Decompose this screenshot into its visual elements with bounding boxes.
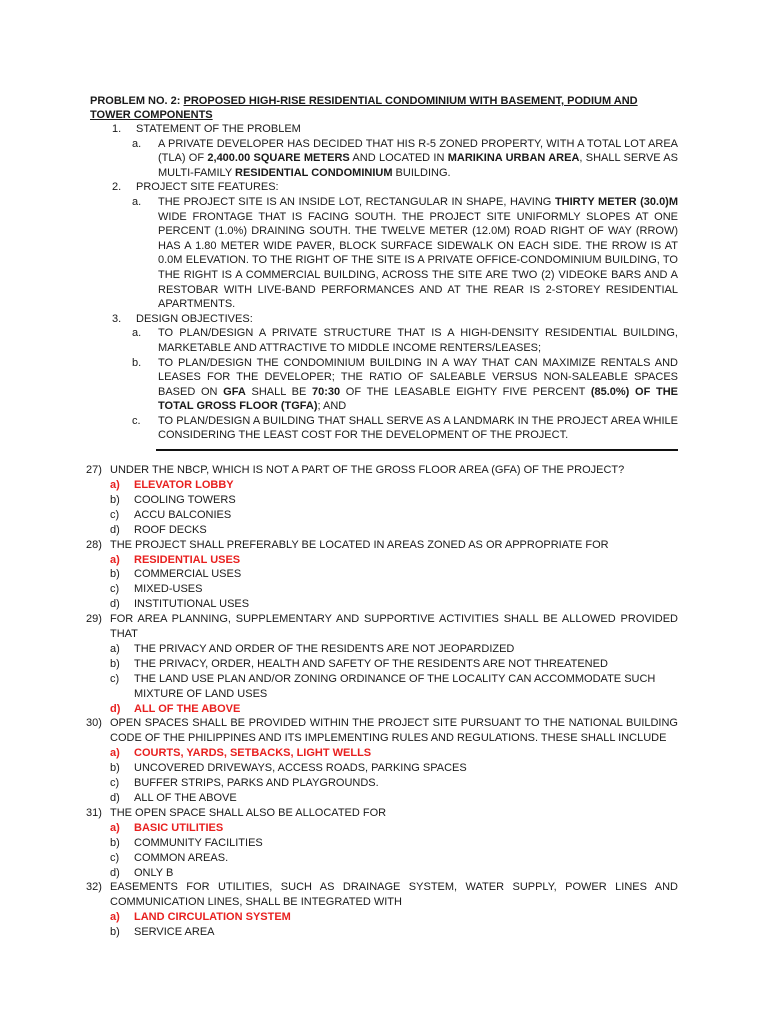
answer-option bbox=[110, 523, 678, 538]
question-text: THE OPEN SPACE SHALL ALSO BE ALLOCATED FOR bbox=[110, 806, 387, 819]
option-text: COURTS, YARDS, SETBACKS, LIGHT WELLS bbox=[134, 747, 372, 760]
question bbox=[86, 716, 678, 746]
section-divider bbox=[156, 449, 678, 451]
body-text: TO PLAN/DESIGN THE CONDOMINIUM BUILDING IN A WAY THAT CAN MAXIMIZE RENTALS AND LEASES FOR THE DEVELOPER; THE RATIO OF SALEABLE VERSUS NON-SALEABLE SPACES BASED ON bbox=[158, 356, 678, 398]
section-label: STATEMENT OF THE PROBLEM bbox=[136, 123, 301, 135]
option-text: THE PRIVACY, ORDER, HEALTH AND SAFETY OF THE RESIDENTS ARE NOT THREATENED bbox=[134, 657, 608, 670]
option-letter: a) bbox=[110, 478, 120, 491]
question bbox=[86, 880, 678, 910]
option-letter: a) bbox=[110, 642, 120, 655]
option-letter: b) bbox=[110, 568, 120, 581]
answer-option bbox=[110, 866, 678, 881]
option-letter: b) bbox=[110, 762, 120, 775]
option-text: ALL OF THE ABOVE bbox=[134, 792, 237, 804]
option-text: COOLING TOWERS bbox=[134, 493, 236, 506]
option-text: BUFFER STRIPS, PARKS AND PLAYGROUNDS. bbox=[134, 777, 379, 790]
problem-heading: PROPOSED HIGH-RISE RESIDENTIAL CONDOMINIUM WITH BASEMENT, PODIUM AND TOWER COMPONENTS bbox=[90, 95, 638, 121]
question-number: 30) bbox=[86, 717, 102, 730]
question bbox=[86, 612, 678, 642]
option-text: ACCU BALCONIES bbox=[134, 508, 232, 521]
question-number: 27) bbox=[86, 464, 102, 477]
option-text: ALL OF THE ABOVE bbox=[134, 702, 241, 715]
section-item bbox=[112, 312, 678, 327]
option-letter: d) bbox=[110, 523, 120, 536]
problem-number: PROBLEM NO. 2: bbox=[90, 95, 181, 107]
bold-text: MARIKINA URBAN AREA bbox=[447, 152, 580, 165]
body-text: TO PLAN/DESIGN A PRIVATE STRUCTURE THAT IS A HIGH-DENSITY RESIDENTIAL BUILDING, MARKETABLE AND ATTRACTIVE TO MIDDLE INCOME RENTERS/LEASES; bbox=[158, 327, 678, 354]
question bbox=[86, 538, 678, 553]
subitem-letter: a. bbox=[132, 195, 142, 208]
bold-text: (85.0%) OF THE TOTAL GROSS FLOOR (TGFA) bbox=[158, 385, 678, 413]
question bbox=[86, 463, 678, 478]
answer-option bbox=[110, 851, 678, 866]
section-number: 2. bbox=[112, 181, 122, 194]
option-letter: d) bbox=[110, 598, 120, 611]
section-item bbox=[112, 180, 678, 195]
document-page bbox=[86, 94, 679, 940]
body-text: A PRIVATE DEVELOPER HAS DECIDED THAT HIS R-5 ZONED PROPERTY, WITH A TOTAL LOT AREA (TLA) OF bbox=[158, 137, 678, 165]
question-text: UNDER THE NBCP, WHICH IS NOT A PART OF THE GROSS FLOOR AREA (GFA) OF THE PROJECT? bbox=[110, 464, 625, 477]
bold-text: 70:30 bbox=[311, 385, 341, 398]
section-item bbox=[112, 122, 678, 137]
answer-option-correct bbox=[110, 821, 678, 836]
answer-option bbox=[110, 582, 678, 597]
answer-option bbox=[110, 791, 678, 806]
section-subitem bbox=[132, 414, 678, 443]
option-letter: b) bbox=[110, 836, 120, 849]
question-number: 31) bbox=[86, 806, 102, 819]
option-text: SERVICE AREA bbox=[134, 926, 215, 939]
option-letter: c) bbox=[110, 777, 120, 790]
question-text: FOR AREA PLANNING, SUPPLEMENTARY AND SUPPORTIVE ACTIVITIES SHALL BE ALLOWED PROVIDED THAT bbox=[110, 613, 678, 641]
section-number: 3. bbox=[112, 312, 122, 325]
option-letter: d) bbox=[110, 866, 120, 879]
question bbox=[86, 806, 678, 821]
body-text: OF THE LEASABLE EIGHTY FIVE PERCENT bbox=[340, 385, 591, 398]
option-text: THE LAND USE PLAN AND/OR ZONING ORDINANCE OF THE LOCALITY CAN ACCOMMODATE SUCH MIXTURE OF LAND USES bbox=[134, 672, 656, 700]
body-text: THE PROJECT SITE IS AN INSIDE LOT, RECTANGULAR IN SHAPE, HAVING bbox=[158, 195, 555, 208]
bold-text: GFA bbox=[223, 385, 246, 398]
option-letter: c) bbox=[110, 851, 120, 864]
answer-option bbox=[110, 657, 678, 672]
option-letter: c) bbox=[110, 508, 120, 521]
option-text: INSTITUTIONAL USES bbox=[134, 598, 250, 611]
option-letter: c) bbox=[110, 672, 120, 685]
option-text: ROOF DECKS bbox=[134, 523, 207, 536]
option-text: COMMUNITY FACILITIES bbox=[134, 836, 263, 849]
option-letter: b) bbox=[110, 493, 120, 506]
option-letter: d) bbox=[110, 792, 120, 804]
answer-option bbox=[110, 776, 678, 791]
question-list bbox=[86, 463, 678, 940]
section-label: PROJECT SITE FEATURES: bbox=[136, 181, 279, 194]
answer-option bbox=[110, 761, 678, 776]
option-letter: b) bbox=[110, 926, 120, 939]
answer-option bbox=[110, 925, 678, 940]
answer-option bbox=[110, 597, 678, 612]
option-text: LAND CIRCULATION SYSTEM bbox=[134, 911, 291, 924]
option-letter: a) bbox=[110, 553, 120, 566]
answer-option-correct bbox=[110, 910, 678, 925]
subitem-letter: a. bbox=[132, 137, 142, 150]
option-letter: a) bbox=[110, 821, 120, 834]
section-label: DESIGN OBJECTIVES: bbox=[136, 312, 253, 325]
option-text: RESIDENTIAL USES bbox=[134, 553, 241, 566]
question-text: OPEN SPACES SHALL BE PROVIDED WITHIN THE PROJECT SITE PURSUANT TO THE NATIONAL BUILDING CODE OF THE PHILIPPINES AND ITS IMPLEMENTING RULES AND REGULATIONS. THESE SHALL INCLUDE bbox=[110, 717, 678, 745]
answer-option bbox=[110, 493, 678, 508]
option-text: THE PRIVACY AND ORDER OF THE RESIDENTS ARE NOT JEOPARDIZED bbox=[134, 642, 515, 655]
subitem-letter: b. bbox=[132, 356, 142, 369]
answer-option bbox=[110, 836, 678, 851]
body-text: ; AND bbox=[317, 400, 347, 413]
answer-option-correct bbox=[110, 746, 678, 761]
problem-title bbox=[90, 94, 678, 122]
section-subitem bbox=[132, 137, 678, 181]
option-text: COMMON AREAS. bbox=[134, 851, 229, 864]
body-text: AND LOCATED IN bbox=[349, 152, 448, 165]
question-number: 32) bbox=[86, 881, 102, 894]
answer-option bbox=[110, 508, 678, 523]
subitem-letter: c. bbox=[132, 414, 141, 427]
question-text: THE PROJECT SHALL PREFERABLY BE LOCATED IN AREAS ZONED AS OR APPROPRIATE FOR bbox=[110, 538, 609, 551]
bold-text: THIRTY METER (30.0)M bbox=[554, 195, 679, 208]
bold-text: 2,400.00 SQUARE METERS bbox=[207, 152, 350, 165]
option-text: ONLY B bbox=[134, 866, 174, 879]
option-letter: a) bbox=[110, 911, 120, 924]
bold-text: RESIDENTIAL CONDOMINIUM bbox=[235, 166, 393, 179]
option-letter: d) bbox=[110, 702, 121, 715]
option-letter: c) bbox=[110, 583, 120, 596]
section-subitem bbox=[132, 195, 678, 312]
question-text: EASEMENTS FOR UTILITIES, SUCH AS DRAINAGE SYSTEM, WATER SUPPLY, POWER LINES AND COMMUNICATION LINES, SHALL BE INTEGRATED WITH bbox=[110, 881, 678, 909]
section-subitem bbox=[132, 356, 678, 414]
body-text: WIDE FRONTAGE THAT IS FACING SOUTH. THE PROJECT SITE UNIFORMLY SLOPES AT ONE PERCENT (1.0%) DRAINING SOUTH. THE TWELVE METER (12.0M) ROAD RIGHT OF WAY (RROW) HAS A 1.80 METER WIDE PAVER, BLOCK SURFACE SIDEWALK ON EACH SIDE. THE RROW IS AT 0.0M ELEVATION. TO THE RIGHT OF THE SITE IS A PRIVATE OFFICE-CONDOMINIUM BUILDING, TO THE RIGHT IS A COMMERCIAL BUILDING, ACROSS THE SITE ARE TWO (2) VIDEOKE BARS AND A RESTOBAR WITH LIVE-BAND PERFORMANCES AND AT THE REAR IS 2-STOREY RESIDENTIAL APARTMENTS. bbox=[158, 210, 678, 311]
option-letter: b) bbox=[110, 657, 120, 670]
answer-option-correct bbox=[110, 553, 678, 568]
option-text: COMMERCIAL USES bbox=[134, 568, 242, 581]
option-letter: a) bbox=[110, 747, 120, 760]
option-text: MIXED-USES bbox=[134, 583, 203, 596]
option-text: UNCOVERED DRIVEWAYS, ACCESS ROADS, PARKING SPACES bbox=[134, 762, 467, 775]
question-number: 29) bbox=[86, 613, 102, 626]
problem-sections bbox=[90, 122, 678, 443]
option-text: BASIC UTILITIES bbox=[134, 821, 224, 834]
option-text: ELEVATOR LOBBY bbox=[134, 478, 234, 491]
answer-option-correct bbox=[110, 702, 678, 717]
answer-option bbox=[110, 672, 678, 702]
section-subitem bbox=[132, 326, 678, 355]
body-text: BUILDING. bbox=[392, 166, 451, 179]
section-number: 1. bbox=[112, 123, 122, 135]
body-text: , SHALL SERVE AS MULTI-FAMILY bbox=[158, 152, 678, 179]
answer-option bbox=[110, 567, 678, 582]
answer-option-correct bbox=[110, 478, 678, 493]
answer-option bbox=[110, 642, 678, 657]
subitem-letter: a. bbox=[132, 327, 142, 340]
body-text: SHALL BE bbox=[245, 385, 312, 398]
body-text: TO PLAN/DESIGN A BUILDING THAT SHALL SERVE AS A LANDMARK IN THE PROJECT AREA WHILE CONSIDERING THE LEAST COST FOR THE DEVELOPMENT OF THE PROJECT. bbox=[158, 414, 678, 442]
question-number: 28) bbox=[86, 538, 102, 551]
